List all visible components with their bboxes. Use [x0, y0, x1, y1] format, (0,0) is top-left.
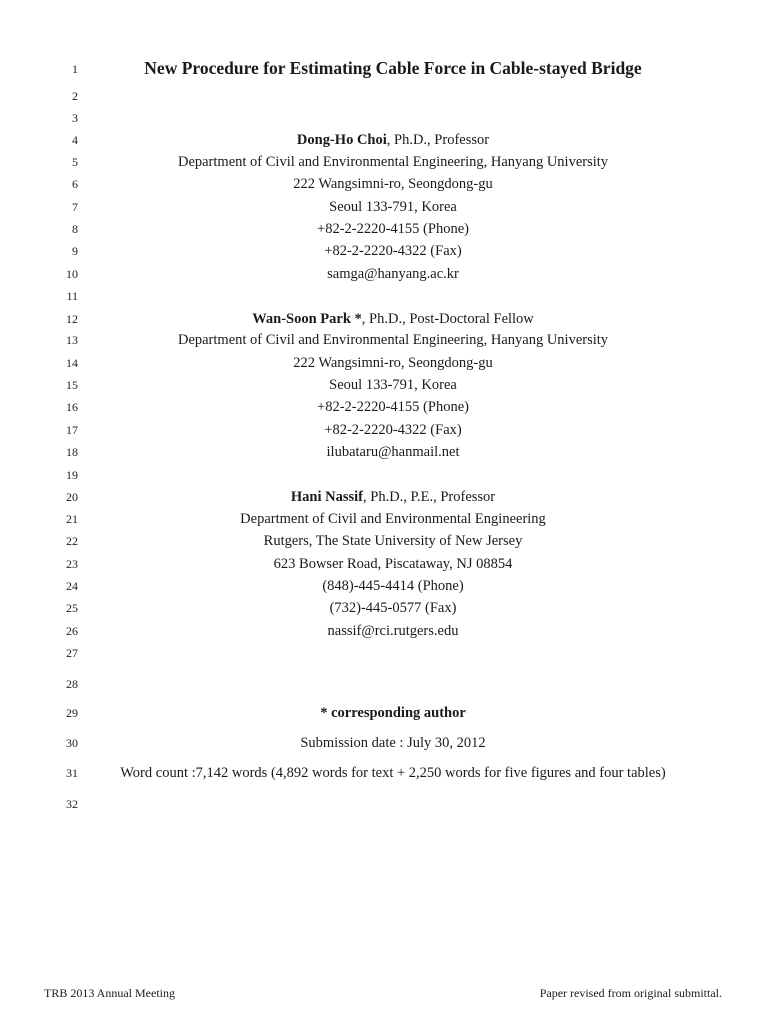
- line-number: 31: [66, 766, 78, 780]
- author-name: Hani Nassif: [290, 489, 363, 505]
- line-number: 25: [66, 601, 78, 615]
- author-address: 222 Wangsimni-ro, Seongdong-gu: [293, 176, 493, 192]
- line-number: 8: [72, 222, 78, 236]
- submission-date: Submission date : July 30, 2012: [300, 735, 486, 751]
- line-3: [0, 107, 768, 129]
- line-number: 7: [72, 200, 78, 214]
- line-number: 2: [72, 89, 78, 103]
- author-role: , Ph.D., Post-Doctoral Fellow: [361, 311, 534, 327]
- author-role: , Ph.D., Professor: [386, 132, 490, 148]
- author-phone: +82-2-2220-4155 (Phone): [317, 399, 469, 415]
- line-number: 29: [66, 706, 78, 720]
- line-number: 10: [66, 267, 78, 281]
- line-number: 27: [66, 646, 78, 660]
- author-university: Rutgers, The State University of New Jersey: [263, 533, 523, 549]
- line-number: 28: [66, 677, 78, 691]
- line-number: 22: [66, 534, 78, 548]
- line-number: 19: [66, 468, 78, 482]
- line-number: 13: [66, 333, 78, 347]
- footer-right: Paper revised from original submittal.: [539, 986, 722, 1000]
- line-number: 17: [66, 423, 78, 437]
- line-number: 3: [72, 111, 78, 125]
- author-role: , Ph.D., P.E., Professor: [363, 489, 496, 505]
- line-number: 14: [66, 356, 78, 370]
- line-number: 18: [66, 445, 78, 459]
- author-phone: (848)-445-4414 (Phone): [322, 578, 464, 594]
- line-number: 9: [72, 244, 78, 258]
- author-email: samga@hanyang.ac.kr: [327, 266, 459, 282]
- line-32: [0, 793, 768, 815]
- author-city: Seoul 133-791, Korea: [329, 377, 457, 393]
- author-fax: (732)-445-0577 (Fax): [329, 600, 457, 616]
- line-number: 12: [66, 312, 78, 326]
- line-number: 1: [72, 62, 78, 76]
- author-email: nassif@rci.rutgers.edu: [327, 623, 459, 639]
- footer-left: TRB 2013 Annual Meeting: [44, 986, 175, 1000]
- line-number: 30: [66, 736, 78, 750]
- line-number: 20: [66, 490, 78, 504]
- line-number: 4: [72, 133, 78, 147]
- line-number: 26: [66, 624, 78, 638]
- author-heading: [80, 129, 706, 151]
- line-28: [0, 673, 768, 695]
- line-number: 23: [66, 557, 78, 571]
- author-email: ilubataru@hanmail.net: [326, 444, 460, 460]
- line-number: 24: [66, 579, 78, 593]
- author-heading: [80, 308, 706, 330]
- author-address: 222 Wangsimni-ro, Seongdong-gu: [293, 355, 493, 371]
- line-number: 6: [72, 177, 78, 191]
- corresponding-author-note: * corresponding author: [320, 705, 466, 721]
- author-name: Wan-Soon Park *: [252, 311, 362, 327]
- line-number: 15: [66, 378, 78, 392]
- author-affiliation: Department of Civil and Environmental Engineering, Hanyang University: [177, 154, 609, 170]
- author-heading: [80, 486, 706, 508]
- author-city: Seoul 133-791, Korea: [329, 199, 457, 215]
- line-number: 21: [66, 512, 78, 526]
- line-number: 11: [66, 289, 78, 303]
- author-affiliation: Department of Civil and Environmental Engineering, Hanyang University: [177, 332, 609, 348]
- author-address: 623 Bowser Road, Piscataway, NJ 08854: [273, 556, 513, 572]
- line-2: [0, 85, 768, 107]
- line-19: [0, 464, 768, 486]
- line-number: 32: [66, 797, 78, 811]
- paper-title: New Procedure for Estimating Cable Force in Cable-stayed Bridge: [144, 58, 642, 78]
- line-11: [0, 285, 768, 307]
- author-affiliation: Department of Civil and Environmental Engineering: [240, 511, 546, 527]
- author-phone: +82-2-2220-4155 (Phone): [317, 221, 469, 237]
- word-count: Word count :7,142 words (4,892 words for text + 2,250 words for five figures and four tables): [120, 765, 666, 781]
- line-number: 5: [72, 155, 78, 169]
- line-27: [0, 642, 768, 664]
- author-fax: +82-2-2220-4322 (Fax): [324, 422, 462, 438]
- line-number: 16: [66, 400, 78, 414]
- author-fax: +82-2-2220-4322 (Fax): [324, 243, 462, 259]
- author-name: Dong-Ho Choi: [296, 132, 387, 148]
